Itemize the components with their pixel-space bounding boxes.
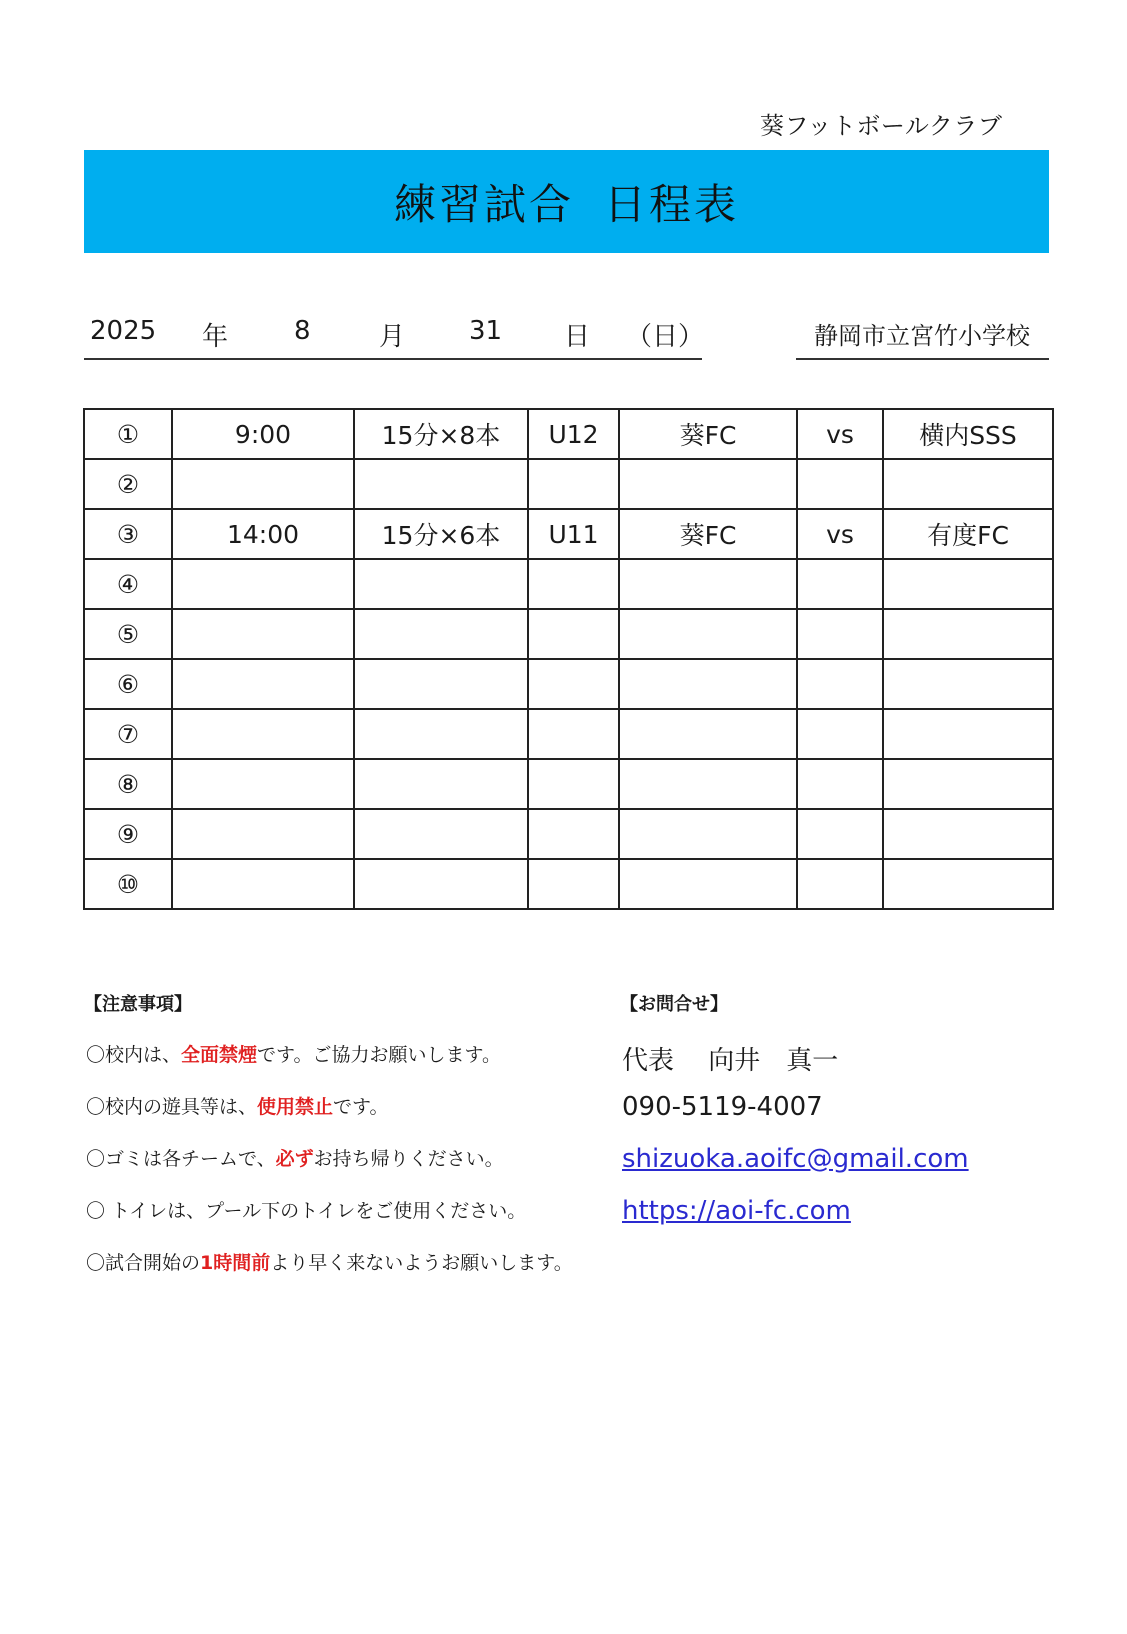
note-pre: 〇校内の遊具等は、 (86, 1096, 258, 1118)
cell-vs: vs (797, 509, 883, 559)
cell-category (528, 759, 619, 809)
table-row (84, 409, 1053, 459)
cell-home (619, 609, 797, 659)
cell-home (619, 459, 797, 509)
note-item (86, 1196, 526, 1223)
note-post: です。 (333, 1096, 389, 1118)
cell-time (172, 709, 354, 759)
cell-no: ⑩ (84, 859, 172, 909)
table-row (84, 709, 1053, 759)
cell-time (172, 609, 354, 659)
table-row (84, 759, 1053, 809)
note-em: 1時間前 (200, 1252, 271, 1274)
cell-format: 15分×6本 (354, 509, 528, 559)
cell-vs (797, 659, 883, 709)
cell-away (883, 459, 1053, 509)
cell-time: 14:00 (172, 509, 354, 559)
cell-no: ⑤ (84, 609, 172, 659)
note-item (86, 1248, 573, 1275)
cell-category (528, 709, 619, 759)
cell-away (883, 859, 1053, 909)
page-title-part1: 練習試合 (393, 179, 574, 229)
contact-representative: 代表 向井 真一 (622, 1046, 839, 1076)
cell-category: U11 (528, 509, 619, 559)
cell-category (528, 459, 619, 509)
note-em: 必ず (275, 1148, 314, 1170)
cell-away (883, 559, 1053, 609)
note-post: より早く来ないようお願いします。 (270, 1252, 573, 1274)
date-month: 8 (294, 316, 311, 346)
cell-home (619, 659, 797, 709)
cell-format (354, 559, 528, 609)
date-day: 31 (469, 316, 503, 346)
cell-no: ⑥ (84, 659, 172, 709)
cell-vs (797, 859, 883, 909)
cell-time (172, 659, 354, 709)
cell-time (172, 859, 354, 909)
note-item (86, 1040, 501, 1067)
cell-vs (797, 459, 883, 509)
title-banner (84, 150, 1049, 253)
note-pre: 〇試合開始の (86, 1252, 201, 1274)
date-day-unit: 日 (564, 322, 591, 352)
date-year: 2025 (90, 316, 157, 346)
cell-away (883, 609, 1053, 659)
cell-vs (797, 559, 883, 609)
cell-no: ① (84, 409, 172, 459)
date-year-unit: 年 (202, 322, 229, 352)
notes-heading: 【注意事項】 (84, 994, 192, 1015)
cell-no: ④ (84, 559, 172, 609)
cell-vs (797, 709, 883, 759)
contact-heading: 【お問合せ】 (620, 994, 728, 1015)
cell-home (619, 759, 797, 809)
cell-no: ⑨ (84, 809, 172, 859)
cell-format (354, 709, 528, 759)
cell-no: ⑦ (84, 709, 172, 759)
table-row (84, 459, 1053, 509)
cell-category (528, 859, 619, 909)
cell-time (172, 559, 354, 609)
cell-time (172, 759, 354, 809)
cell-no: ③ (84, 509, 172, 559)
cell-home (619, 809, 797, 859)
cell-category: U12 (528, 409, 619, 459)
cell-vs: vs (797, 409, 883, 459)
note-pre: 〇校内は、 (86, 1044, 182, 1066)
note-pre: 〇ゴミは各チームで、 (86, 1148, 276, 1170)
venue-line (796, 316, 1049, 360)
cell-vs (797, 759, 883, 809)
cell-vs (797, 609, 883, 659)
note-post: お持ち帰りください。 (313, 1148, 504, 1170)
cell-no: ⑧ (84, 759, 172, 809)
cell-format (354, 859, 528, 909)
cell-category (528, 809, 619, 859)
cell-away (883, 709, 1053, 759)
cell-format (354, 459, 528, 509)
cell-category (528, 609, 619, 659)
cell-home (619, 709, 797, 759)
note-item (86, 1144, 504, 1171)
cell-away (883, 659, 1053, 709)
cell-away: 横内SSS (883, 409, 1053, 459)
date-weekday: （日） (626, 322, 705, 352)
note-em: 使用禁止 (257, 1096, 334, 1118)
table-row (84, 559, 1053, 609)
cell-no: ② (84, 459, 172, 509)
date-line (84, 316, 705, 360)
cell-time (172, 809, 354, 859)
cell-vs (797, 809, 883, 859)
cell-format (354, 659, 528, 709)
venue-name: 静岡市立宮竹小学校 (814, 322, 1030, 350)
cell-format (354, 609, 528, 659)
cell-home: 葵FC (619, 409, 797, 459)
contact-email-link[interactable]: shizuoka.aoifc@gmail.com (622, 1144, 969, 1174)
table-row (84, 659, 1053, 709)
cell-home: 葵FC (619, 509, 797, 559)
contact-phone: 090-5119-4007 (622, 1092, 823, 1122)
cell-format: 15分×8本 (354, 409, 528, 459)
cell-home (619, 559, 797, 609)
note-pre: 〇 トイレは、プール下のトイレをご使用ください。 (86, 1200, 527, 1222)
cell-away: 有度FC (883, 509, 1053, 559)
date-month-unit: 月 (379, 322, 406, 352)
note-item (86, 1092, 389, 1119)
table-row (84, 609, 1053, 659)
contact-website-link[interactable]: https://aoi-fc.com (622, 1196, 851, 1226)
cell-format (354, 759, 528, 809)
table-row (84, 809, 1053, 859)
cell-category (528, 659, 619, 709)
page-title-part2: 日程表 (604, 179, 740, 229)
cell-format (354, 809, 528, 859)
club-name: 葵フットボールクラブ (760, 112, 1003, 140)
cell-away (883, 809, 1053, 859)
cell-time: 9:00 (172, 409, 354, 459)
cell-time (172, 459, 354, 509)
cell-away (883, 759, 1053, 809)
table-row (84, 509, 1053, 559)
cell-category (528, 559, 619, 609)
note-post: です。ご協力お願いします。 (257, 1044, 501, 1066)
note-em: 全面禁煙 (181, 1044, 258, 1066)
schedule-table (83, 408, 1054, 910)
table-row (84, 859, 1053, 909)
cell-home (619, 859, 797, 909)
